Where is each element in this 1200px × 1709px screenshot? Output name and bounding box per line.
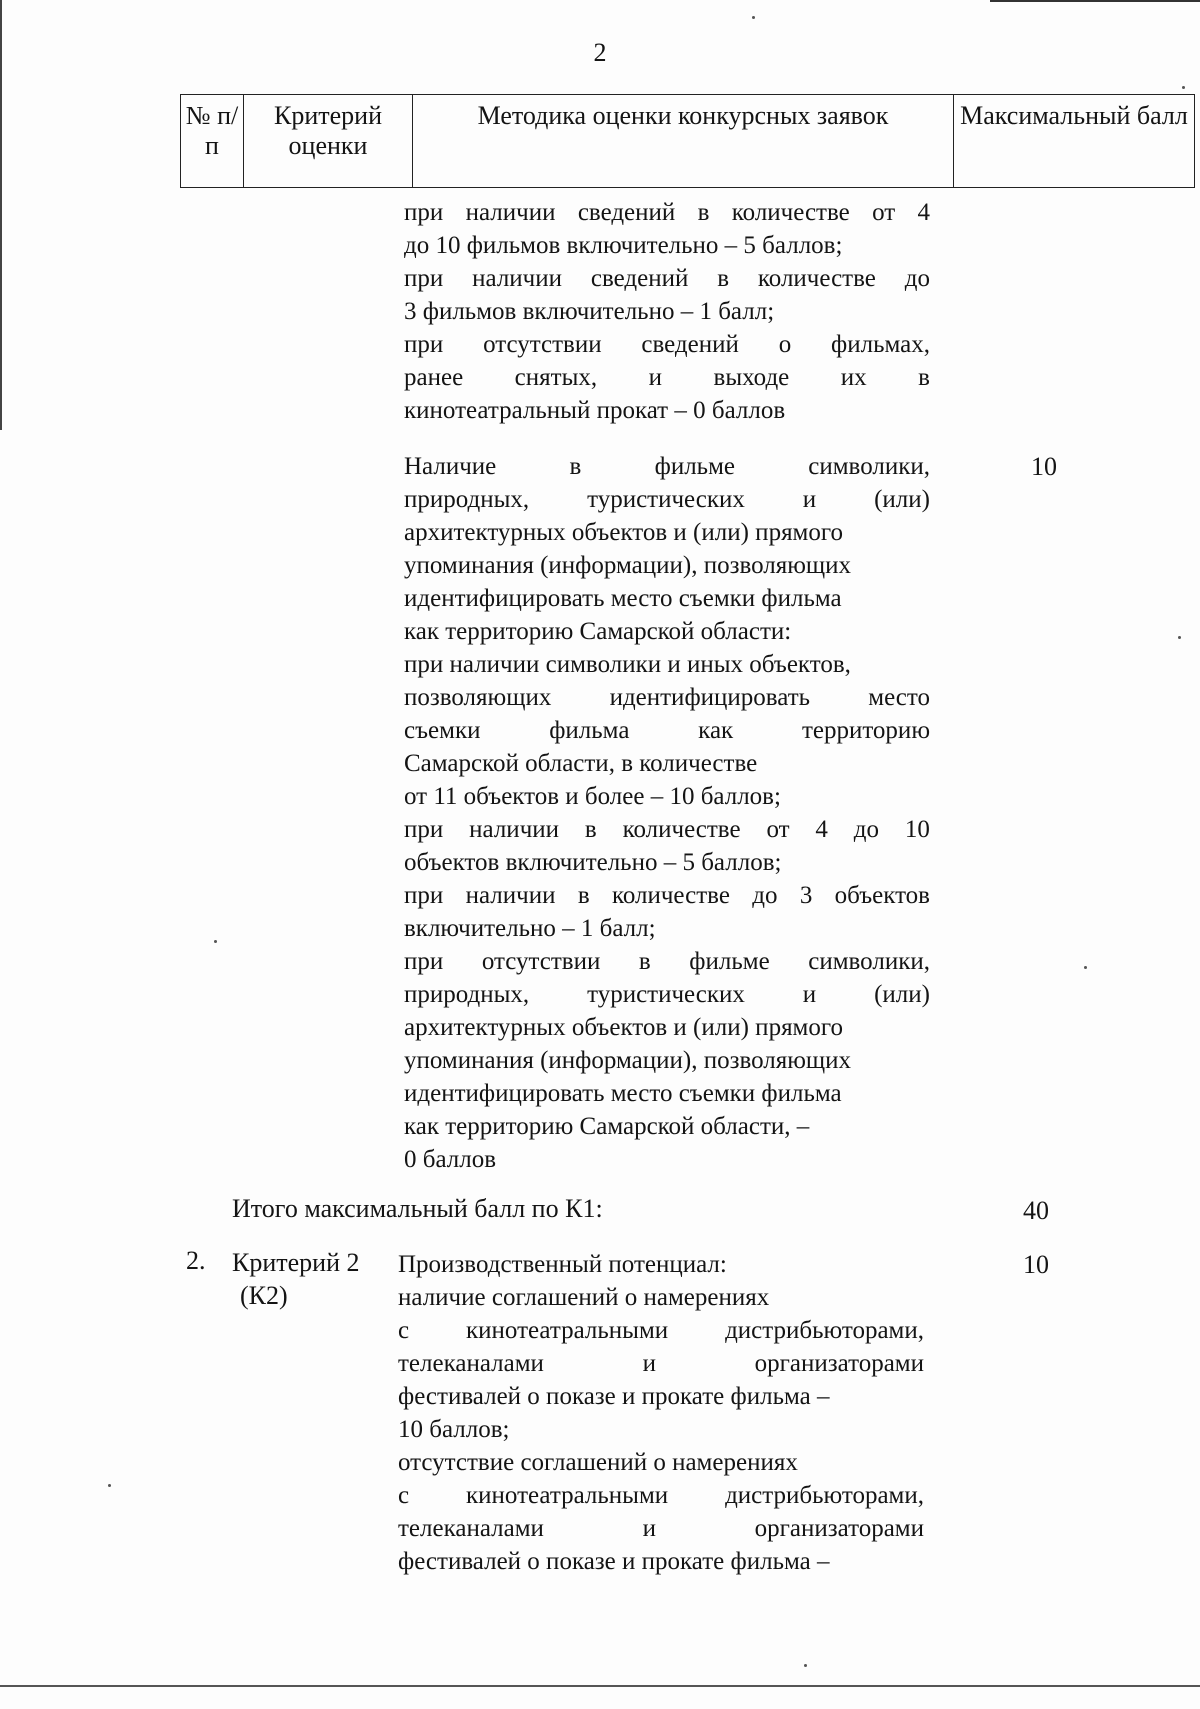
word: при — [404, 816, 444, 843]
method-line: фестивалей о показе и прокате фильма – — [398, 1548, 830, 1575]
word: с — [398, 1317, 410, 1344]
word: до — [752, 882, 778, 909]
page-number: 2 — [593, 38, 607, 67]
method-line: как территорию Самарской области, – — [404, 1113, 810, 1140]
word: кинотеатральными — [466, 1317, 669, 1344]
word: наличии — [472, 265, 563, 292]
word: и — [802, 486, 817, 513]
method-line — [404, 714, 930, 747]
method-line: 0 баллов — [404, 1146, 497, 1173]
method-line: фестивалей о показе и прокате фильма – — [398, 1383, 830, 1410]
bottom-edge-rule — [0, 1685, 1200, 1687]
method-line: как территорию Самарской области: — [404, 618, 792, 645]
method-line — [398, 1479, 924, 1512]
method-line: от 11 объектов и более – 10 баллов; — [404, 783, 781, 810]
word: позволяющих — [404, 684, 552, 711]
word: в — [717, 265, 730, 292]
word: символики, — [808, 453, 930, 480]
method-block-criterion-2 — [398, 1248, 924, 1578]
method-line — [404, 813, 930, 846]
word: организаторами — [754, 1350, 924, 1377]
word: отсутствии — [483, 331, 602, 358]
word: в — [697, 199, 710, 226]
word: при — [404, 265, 444, 292]
scan-speck — [1084, 966, 1087, 969]
method-line — [404, 978, 930, 1011]
method-line — [404, 361, 930, 394]
method-line — [404, 945, 930, 978]
word: как — [698, 717, 734, 744]
criteria-table-header — [180, 94, 1195, 188]
header-cell-max-score: Максимальный балл — [954, 95, 1195, 188]
scan-speck — [752, 16, 755, 19]
word: территорию — [801, 717, 930, 744]
method-line: идентифицировать место съемки фильма — [404, 1080, 842, 1107]
word: при — [404, 199, 444, 226]
word: количестве — [731, 199, 850, 226]
word: при — [404, 331, 444, 358]
word: при — [404, 948, 444, 975]
word: в — [569, 453, 582, 480]
word: туристических — [587, 486, 745, 513]
word: в — [584, 816, 597, 843]
row-number-2: 2. — [186, 1246, 206, 1275]
method-line — [404, 483, 930, 516]
word: и — [648, 364, 663, 391]
word: о — [778, 331, 792, 358]
word: дистрибьюторами, — [725, 1482, 924, 1509]
word: их — [840, 364, 867, 391]
word: в — [638, 948, 651, 975]
word: (или) — [874, 981, 930, 1008]
method-line — [404, 262, 930, 295]
word: от — [766, 816, 790, 843]
scan-speck — [1182, 86, 1185, 89]
method-line — [398, 1347, 924, 1380]
word: символики, — [808, 948, 930, 975]
word: туристических — [587, 981, 745, 1008]
word: до — [904, 265, 930, 292]
word: природных, — [404, 486, 530, 513]
header-cell-criterion: Критерий оценки — [244, 95, 413, 188]
word: фильма — [549, 717, 630, 744]
word: наличии — [465, 199, 556, 226]
score-symbolics: 10 — [1031, 452, 1057, 481]
word: и — [642, 1515, 656, 1542]
word: (или) — [874, 486, 930, 513]
word: организаторами — [754, 1515, 924, 1542]
word: в — [918, 364, 930, 391]
scan-speck — [214, 940, 217, 943]
method-line — [404, 196, 930, 229]
method-block-continuation — [404, 196, 930, 427]
word: в — [577, 882, 590, 909]
criterion-2-name — [232, 1246, 360, 1312]
word: сведений — [577, 199, 676, 226]
word: фильмах, — [831, 331, 930, 358]
method-line: идентифицировать место съемки фильма — [404, 585, 842, 612]
word: количестве — [622, 816, 741, 843]
header-cell-number: № п/п — [181, 95, 244, 188]
top-edge-rule — [990, 0, 1200, 2]
method-line: до 10 фильмов включительно – 5 баллов; — [404, 232, 843, 259]
word: и — [802, 981, 817, 1008]
word: фильме — [689, 948, 770, 975]
word: телеканалами — [398, 1515, 544, 1542]
word: от — [872, 199, 896, 226]
method-line — [404, 328, 930, 361]
word: количестве — [611, 882, 730, 909]
word: сведений — [590, 265, 689, 292]
word: наличии — [465, 882, 556, 909]
word: фильме — [654, 453, 735, 480]
header-cell-method: Методика оценки конкурсных заявок — [413, 95, 954, 188]
method-line: при наличии символики и иных объектов, — [404, 651, 851, 678]
method-line: включительно – 1 балл; — [404, 915, 656, 942]
word: 3 — [799, 882, 813, 909]
method-line — [404, 879, 930, 912]
word: 4 — [917, 199, 930, 226]
word: съемки — [404, 717, 481, 744]
method-line: архитектурных объектов и (или) прямого — [404, 1014, 844, 1041]
word: дистрибьюторами, — [725, 1317, 924, 1344]
word: снятых, — [514, 364, 598, 391]
scan-speck — [108, 1484, 111, 1487]
word: до — [853, 816, 880, 843]
method-line: объектов включительно – 5 баллов; — [404, 849, 782, 876]
word: ранее — [404, 364, 464, 391]
word: объектов — [834, 882, 930, 909]
word: сведений — [641, 331, 739, 358]
criterion-2-name-line2: (К2) — [240, 1281, 288, 1310]
method-line: Самарской области, в количестве — [404, 750, 758, 777]
method-line — [398, 1512, 924, 1545]
word: при — [404, 882, 444, 909]
word: наличии — [469, 816, 560, 843]
word: кинотеатральными — [466, 1482, 669, 1509]
word: выходе — [713, 364, 790, 391]
word: отсутствии — [481, 948, 601, 975]
method-line: упоминания (информации), позволяющих — [404, 1047, 852, 1074]
word: Наличие — [404, 453, 497, 480]
method-line: наличие соглашений о намерениях — [398, 1284, 770, 1311]
method-line — [404, 681, 930, 714]
scan-speck — [1178, 636, 1181, 639]
method-line: кинотеатральный прокат – 0 баллов — [404, 397, 786, 424]
score-criterion-2: 10 — [1023, 1250, 1049, 1279]
word: телеканалами — [398, 1350, 544, 1377]
criterion-2-name-line1: Критерий 2 — [232, 1248, 360, 1277]
method-line: 10 баллов; — [398, 1416, 510, 1443]
method-line: упоминания (информации), позволяющих — [404, 552, 852, 579]
word: место — [868, 684, 930, 711]
word: количестве — [757, 265, 876, 292]
method-block-symbolics — [404, 450, 930, 1176]
total-k1-value: 40 — [1023, 1196, 1049, 1225]
word: 10 — [904, 816, 930, 843]
method-line: 3 фильмов включительно – 1 балл; — [404, 298, 775, 325]
word: идентифицировать — [609, 684, 811, 711]
method-line: архитектурных объектов и (или) прямого — [404, 519, 844, 546]
total-k1-label: Итого максимальный балл по К1: — [232, 1194, 603, 1223]
method-line — [404, 450, 930, 483]
scan-speck — [804, 1664, 807, 1667]
method-line — [398, 1314, 924, 1347]
word: и — [642, 1350, 656, 1377]
method-line: Производственный потенциал: — [398, 1251, 727, 1278]
word: с — [398, 1482, 410, 1509]
word: природных, — [404, 981, 530, 1008]
method-line: отсутствие соглашений о намерениях — [398, 1449, 798, 1476]
word: 4 — [815, 816, 828, 843]
